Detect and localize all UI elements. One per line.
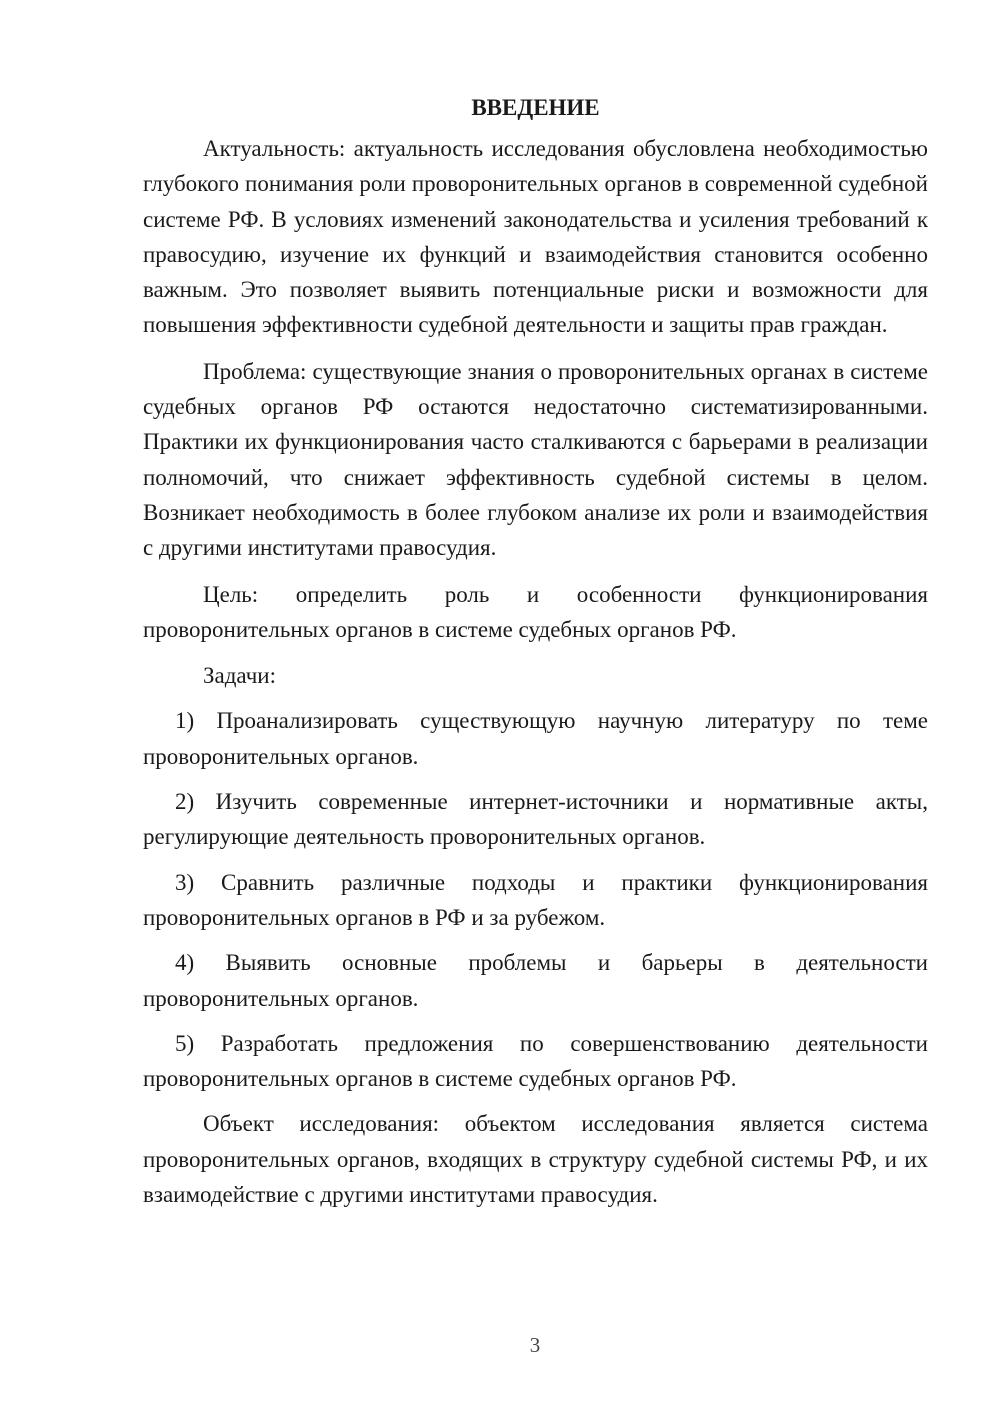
page-number: 3 [529,1333,541,1357]
task-item-1: 1) Проанализировать существующую научную литературу по теме проворонительных органов. [143,708,928,769]
document-page [143,90,928,1223]
tasks-label: Задачи: [203,663,276,689]
section-title: ВВЕДЕНИЕ [471,95,600,120]
task-item-4: 4) Выявить основные проблемы и барьеры в деятельности проворонительных органов. [143,950,928,1011]
goal-paragraph: Цель: определить роль и особенности функционирования проворонительных органов в системе судебных органов РФ. [143,581,928,642]
object-paragraph: Объект исследования: объектом исследования является система проворонительных органов, входящих в структуру судебной системы РФ, и их взаимодействие с другими институтами правосудия. [143,1111,928,1208]
task-item-3: 3) Сравнить различные подходы и практики функционирования проворонительных органов в РФ и за рубежом. [143,869,928,930]
task-item-2: 2) Изучить современные интернет-источники и нормативные акты, регулирующие деятельность проворонительных органов. [143,789,928,850]
task-item-5: 5) Разработать предложения по совершенствованию деятельности проворонительных органов в системе судебных органов РФ. [143,1030,928,1092]
problem-paragraph: Проблема: существующие знания о проворонительных органах в системе судебных органов РФ остаются недостаточно систематизированными. Практики их функционирования часто сталкиваются с барьерами в реализации полномочий, что снижает эффективность судебной системы в целом. Возникает необходимость в более глубоком анализе их роли и взаимодействия с другими институтами правосудия. [143,358,928,561]
relevance-paragraph: Актуальность: актуальность исследования обусловлена необходимостью глубокого понимания роли проворонительных органов в современной судебной системе РФ. В условиях изменений законодательства и усиления требований к правосудию, изучение их функций и взаимодействия становится особенно важным. Это позволяет выявить потенциальные риски и возможности для повышения эффективности судебной деятельности и защиты прав граждан. [143,136,928,338]
